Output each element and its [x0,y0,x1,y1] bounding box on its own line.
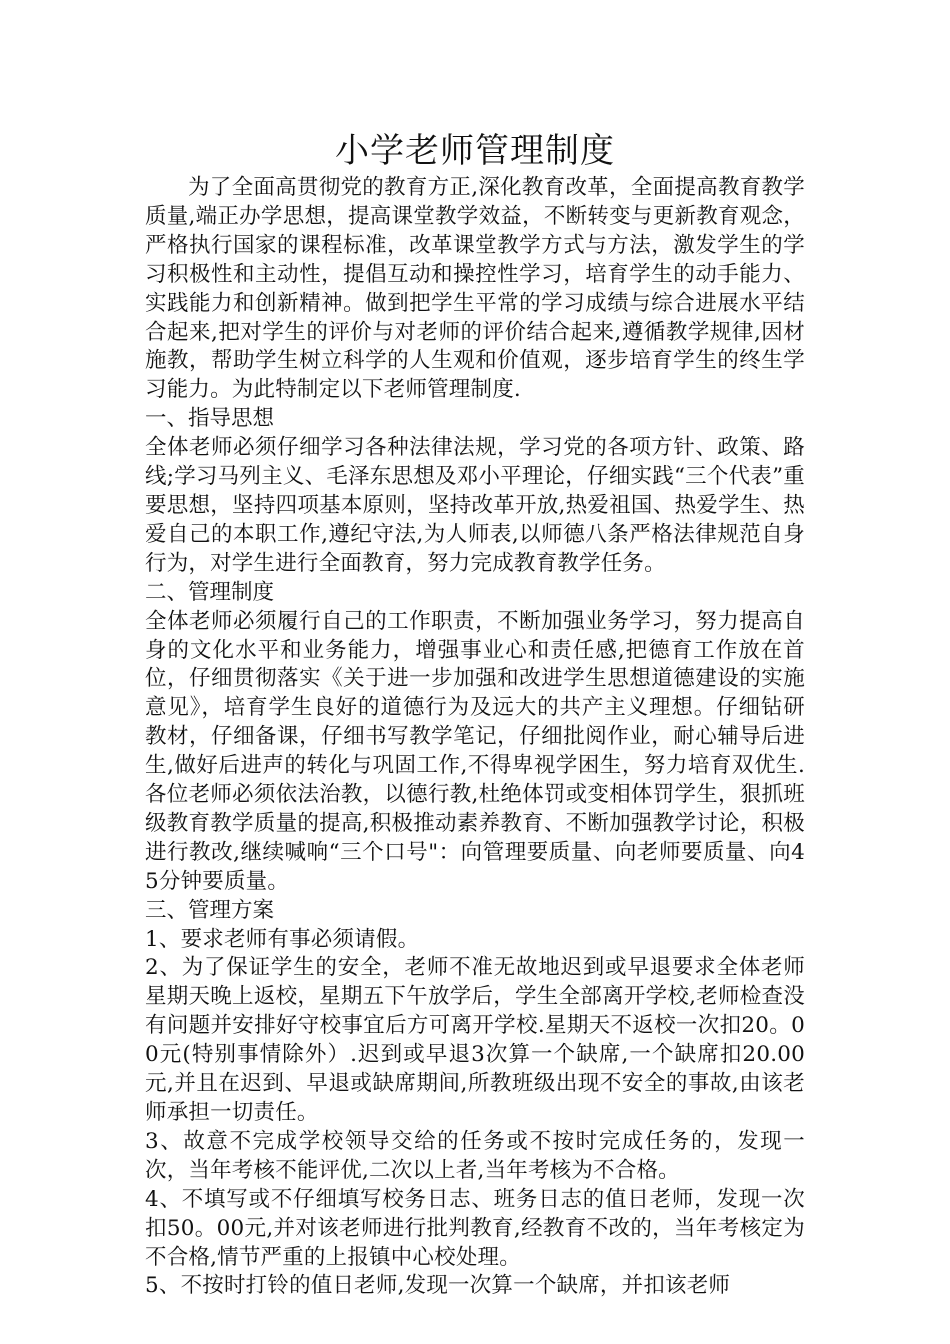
plan-item-3: 3、故意不完成学校领导交给的任务或不按时完成任务的，发现一次，当年考核不能评优,二次以上者,当年考核为不合格。 [145,1128,805,1183]
document-page [145,128,805,1301]
document-title: 小学老师管理制度 [335,131,615,171]
section-body-management-system: 全体老师必须履行自己的工作职责，不断加强业务学习，努力提高自身的文化水平和业务能力，增强事业心和责任感,把德育工作放在首位，仔细贯彻落实《关于进一步加强和改进学生思想道德建设的实施意见》，培育学生良好的道德行为及远大的共产主义理想。仔细钻研教材，仔细备课，仔细书写教学笔记，仔细批阅作业，耐心辅导后进生,做好后进声的转化与巩固工作,不得卑视学困生，努力培育双优生.各位老师必须依法治教，以德行教,杜绝体罚或变相体罚学生，狠抓班级教育教学质量的提高,积极推动素养教育、不断加强教学讨论，积极进行教改,继续喊响“三个口号"：向管理要质量、向老师要质量、向45分钟要质量。 [145,608,805,894]
section-body-guiding-ideology: 全体老师必须仔细学习各种法律法规，学习党的各项方针、政策、路线;学习马列主义、毛泽东思想及邓小平理论，仔细实践“三个代表”重要思想，坚持四项基本原则，坚持改革开放,热爱祖国、热爱学生、热爱自己的本职工作,遵纪守法,为人师表,以师德八条严格法律规范自身行为，对学生进行全面教育，努力完成教育教学任务。 [145,435,805,576]
plan-item-1: 1、要求老师有事必须请假。 [145,926,420,952]
intro-paragraph: 为了全面高贯彻党的教育方正,深化教育改革，全面提高教育教学质量,端正办学思想，提高课堂教学效益，不断转变与更新教育观念，严格执行国家的课程标准，改革课堂教学方式与方法，激发学生的学习积极性和主动性，提倡互动和操控性学习，培育学生的动手能力、实践能力和创新精神。做到把学生平常的学习成绩与综合进展水平结合起来,把对学生的评价与对老师的评价结合起来,遵循教学规律,因材施教，帮助学生树立科学的人生观和价值观，逐步培育学生的终生学习能力。为此特制定以下老师管理制度. [145,175,805,403]
section-heading-management-plan: 三、管理方案 [145,897,275,923]
section-heading-guiding-ideology: 一、指导思想 [145,406,275,432]
plan-item-2: 2、为了保证学生的安全，老师不准无故地迟到或早退要求全体老师星期天晚上返校，星期五下午放学后，学生全部离开学校,老师检查没有问题并安排好守校事宜后方可离开学校.星期天不返校一次扣20。00元(特别事情除外）.迟到或早退3次算一个缺席,一个缺席扣20.00元,并且在迟到、早退或缺席期间,所教班级出现不安全的事故,由该老师承担一切责任。 [145,955,805,1125]
plan-item-5: 5、不按时打铃的值日老师,发现一次算一个缺席，并扣该老师 [145,1273,731,1299]
section-heading-management-system: 二、管理制度 [145,579,275,605]
plan-item-4: 4、不填写或不仔细填写校务日志、班务日志的值日老师，发现一次扣50。00元,并对该老师进行批判教育,经教育不改的，当年考核定为不合格,情节严重的上报镇中心校处理。 [145,1186,805,1270]
